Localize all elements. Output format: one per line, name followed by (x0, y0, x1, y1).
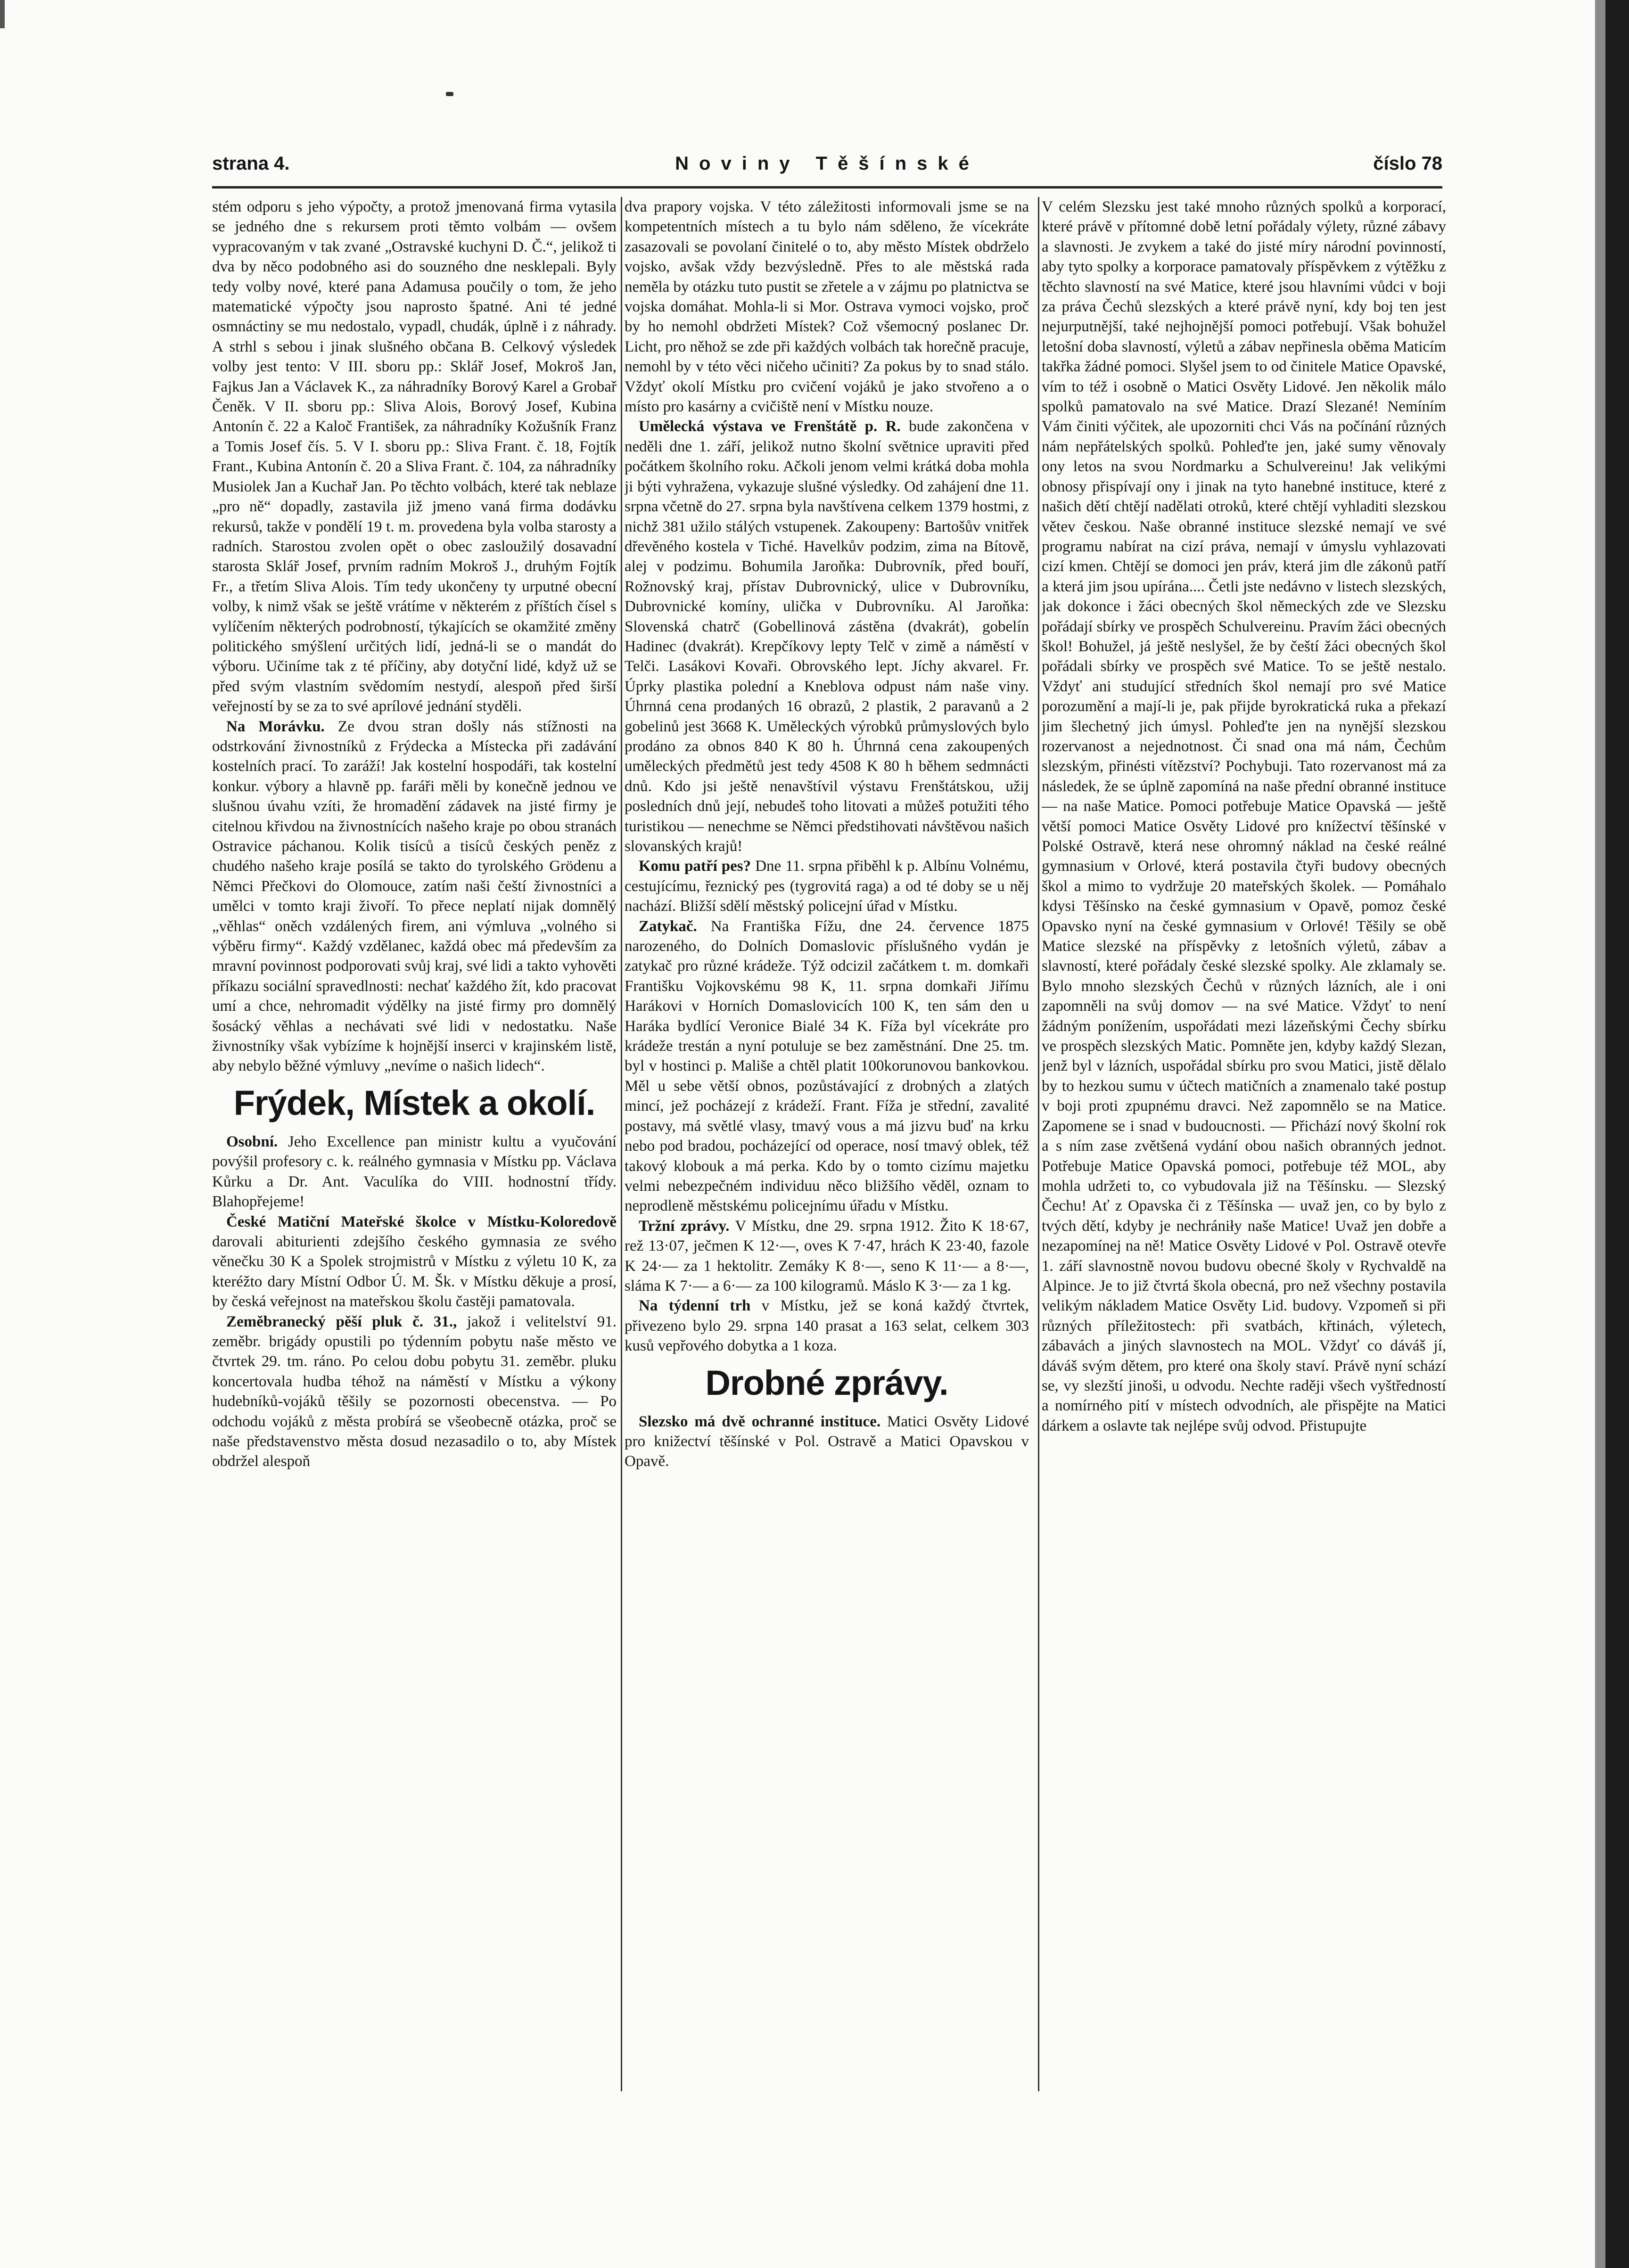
article-materska-skolka (212, 1212, 617, 1312)
scan-corner-mark (0, 0, 5, 28)
article-headline: Komu patří pes? (639, 858, 751, 875)
article-body: Ze dvou stran došly nás stížnosti na odstrkování živnostníků z Frýdecka a Místecka při zadávání kostelních prací. To zaráží! Jak kostelní hospodáři, tak kostelní konkur. výbory a hlavně pp. faráři měli by konečně jednou ve slušnou úvahu vzíti, že hromadění zádavek na jisté firmy je citelnou křivdou na živnostnících našeho kraje po obou stranách Ostravice páchanou. Kolik tisíců a tisíců českých peněz z chudého našeho kraje posílá se takto do tyrolského Grödenu a Němci Přečkovi do Olomouce, zatím naši čeští živnostníci a umělci v tomto kraji živoří. To přece neplatí nijak domnělý „věhlas“ oněch vzdálených firem, ani výmluva „volného si výběru firmy“. Každý vzdělanec, každá obec má především za mravní povinnost podporovati svůj kraj, své lidi a takto vyhověti příkazu sociální spravedlnosti: nechať každého žít, kdo pracovat umí a chce, nehromadit výdělky na jisté firmy pro domnělý šosácký věhlas a nechávati své lidi v nedostatku. Naše živnostníky však vybízíme k hojnější inserci v krajinském listě, aby nebylo běžné výmluvy „nevíme o našich lidech“. (212, 718, 617, 1075)
article-komu-patri-pes (625, 856, 1029, 916)
article-continuation: dva prapory vojska. V této záležitosti informovali jsme se na kompetentních místech a tu bylo nám sděleno, že vícekráte zasazovali se povolaní činitelé o to, aby město Místek obdrželo vojsko, avšak vždy bezvýsledně. Přes to ale městská rada neměla by otázku tuto pustit se zřetele a v zájmu po platnictva se vojska domáhat. Mohla-li si Mor. Ostrava vymoci vojsko, proč by ho nemohl obdržeti Místek? Což všemocný poslanec Dr. Licht, pro něhož se zde při každých volbách tak horečně pracuje, nemohl by v této věci ničeho učiniti? Za pokus by to snad stálo. Vždyť okolí Místku pro cvičení vojáků je jako stvořeno a o místo pro kasárny a cvičiště není v Místku nouze. (625, 198, 1029, 416)
article-headline: České Matiční Mateřské školce v Místku-Koloredově (226, 1213, 617, 1230)
scan-border-shadow (1595, 0, 1605, 2268)
article-body: V Místku, dne 29. srpna 1912. Žito K 18·67, rež 13·07, ječmen K 12·—, oves K 7·47, hrách K 23·40, fazole K 24·— za 1 hektolitr. Zemáky K 8·—, seno K 11·— a 8·—, sláma K 7·— a 6·— za 100 kilogramů. Máslo K 3·— za 1 kg. (625, 1217, 1029, 1294)
issue-number: číslo 78 (1373, 153, 1442, 174)
column-1 (212, 197, 617, 2096)
article-headline: Umělecká výstava ve Frenštátě p. R. (639, 418, 901, 435)
column-2 (625, 197, 1029, 2096)
article-body: Dne 11. srpna přiběhl k p. Albínu Volnému, cestujícímu, řeznický pes (tygrovitá raga) a od té doby se u něj nachází. Bližší sdělí městský policejní úřad v Místku. (625, 858, 1029, 915)
section-title-frydek-mistek: Frýdek, Místek a okolí. (233, 1083, 595, 1122)
article-slezsko-instituce (625, 1412, 1029, 1472)
column-divider (621, 197, 622, 2091)
article-zemebranecky-pluk (212, 1312, 617, 1472)
page-number: strana 4. (212, 153, 290, 174)
article-headline: Tržní zprávy. (639, 1217, 730, 1235)
article-trzni-zpravy (625, 1216, 1029, 1296)
article-headline: Na týdenní trh (639, 1297, 751, 1315)
article-osobni (212, 1132, 617, 1212)
article-na-moravku (212, 717, 617, 1076)
article-tydenni-trh (625, 1296, 1029, 1356)
article-headline: Slezsko má dvě ochranné instituce. (639, 1413, 881, 1430)
article-continuation: stém odporu s jeho výpočty, a protož jmenovaná firma vytasila se jedného dne s rekursem proti těmto volbám — ovšem vypracovaným v tak zvané „Ostravské kuchyni D. Č.“, jelikož ti dva by něco podobného asi do souzného dne nesklepali. Byly tedy volby nové, které pana Adamusa poučily o tom, že jeho matematické výpočty jsou naprosto špatné. Ani té jedné osmnáctiny se mu nedostalo, vypadl, chudák, úplně i z náhrady. A strhl s sebou i jinak slušného občana B. Celkový výsledek volby jest tento: V III. sboru pp.: Sklář Josef, Mokroš Jan, Fajkus Jan a Václavek K., za náhradníky Borový Karel a Grobař Čeněk. V II. sboru pp.: Sliva Alois, Borový Josef, Kubina Antonín č. 22 a Kaloč František, za náhradníky Kožušník Franz a Tomis Josef čís. 5. V I. sboru pp.: Sliva Frant. č. 18, Fojtík Frant., Kubina Antonín č. 20 a Sliva Frant. č. 104, za náhradníky Musiolek Jan a Kuchař Jan. Po těchto volbách, které tak neblaze „pro ně“ dopadly, zastavila již jmeno vaná firma dodávku rekursů, takže v pondělí 19 t. m. provedena byla volba starosty a radních. Starostou zvolen opět o obec zasloužilý dosavadní starosta Sklář Josef, prvním radním Mokroš J., druhým Fojtík Fr., a třetím Sliva Alois. Tím tedy ukončeny ty urputné obecní volby, k nimž však se ještě vrátíme v některém z příštích čísel s vylíčením některých podrobností, týkajících se okamžité změny politického smýšlení určitých lidí, jedná-li se o mandát do výboru. Učiníme tak z té příčiny, aby dotyční lidé, když už se před svým vlastním svědomím nestydí, alespoň před širší veřejností by se za to své aprílové jednání styděli. (212, 198, 617, 715)
article-body: jakož i velitelství 91. zeměbr. brigády opustili po týdenním pobytu naše město ve čtvrtek 29. tm. ráno. Po celou dobu pobytu 31. zeměbr. pluku koncertovala hudba téhož na náměstí v Místku a výkony hudebníků-vojáků těšily se pozornosti obecenstva. — Po odchodu vojáků z města probírá se všeobecně otázka, proč se naše představenstvo města dosud nezasadilo o to, aby Místek obdržel alespoň (212, 1313, 617, 1470)
article-body: Matici Osvěty Lidové pro knižectví těšínské v Pol. Ostravě a Matici Opavskou v Opavě. (625, 1413, 1029, 1470)
article-umelecka-vystava (625, 417, 1029, 856)
article-headline: Na Morávku. (226, 718, 325, 735)
page-header (212, 153, 1442, 181)
article-body: v Místku, jež se koná každý čtvrtek, přivezeno bylo 29. srpna 140 prasat a 163 selat, celkem 303 kusů vepřového dobytka a 1 koza. (625, 1297, 1029, 1355)
column-3 (1042, 197, 1446, 2096)
article-body: Jeho Excellence pan ministr kultu a vyučování povýšil profesory c. k. reálného gymnasia v Místku pp. Václava Kůrku a Dr. Ant. Vaculíka do VIII. hodnostní třídy. Blahopřejeme! (212, 1133, 617, 1211)
scan-speck (446, 92, 453, 96)
section-title-drobne-zpravy: Drobné zprávy. (705, 1363, 948, 1402)
article-headline: Zatykač. (639, 917, 697, 935)
article-body: darovali abiturienti zdejšího českého gymnasia ze svého věnečku 30 K a Spolek strojmistrů v Místku z výletu 10 K, za kteréžto dary Místní Odbor Ú. M. Šk. v Místku děkuje a prosí, by česká veřejnost na mateřskou školu častěji pamatovala. (212, 1233, 617, 1310)
article-matice-appeal: V celém Slezsku jest také mnoho různých spolků a korporací, které právě v přítomné době letní pořádaly výlety, různé zábavy a slavnosti. Je zvykem a také do jisté míry národní povinností, aby tyto spolky a korporace pamatovaly příspěvkem z výtěžku z těchto slavností na své Matice, které jsou hlavními vůdci v boji za práva Čechů slezských a které právě nyní, kdy boj ten jest nejurputnější, také nejhojnější pomoci potřebují. Však bohužel letošní doba slavností, výletů a zábav nepřinesla oběma Maticím takřka žádné pomoci. Slyšel jsem to od činitele Matice Opavské, vím to též i osobně o Matici Osvěty Lidové. Jen několik málo spolků pamatovalo na své Matice. Drazí Slezané! Nemíním Vám činiti výčitek, ale upozorniti chci Vás na počínání různých nám nepřátelských spolků. Pohleďte jen, jaké sumy věnovaly ony letos na svou Nordmarku a Schulvereinu! Jak velikými obnosy přispívají ony i jinak na tyto hanebné instituce, které z našich dětí chtějí nadělati otroků, které chtějí vyhladiti slezskou větev českou. Naše obranné instituce slezské nemají ve své programu nabírat na cizí práva, nemají v úmyslu vyhlazovati cizí kmen. Chtějí se domoci jen práv, která jim dle zákonů patří a která jim jsou upírána.... Četli jste nedávno v listech slezských, jak dokonce i žáci obecných škol německých zde ve Slezsku pořádají sbírky ve prospěch Schulvereinu. Pravím žáci obecných škol! Bohužel, já ještě neslyšel, že by čeští žáci obecných škol pořádali sbírky ve prospěch své Matice. To se ještě nestalo. Vždyť ani studující středních škol nemají pro své Matice porozumění a mají-li je, pak přijde byrokratická ruka a překazí jim šlechetný jich úmysl. Pohleďte jen na nynější slezskou rozervanost a nejednotnost. Či snad ona má nám, Čechům slezským, přinésti vítězství? Pochybuji. Tato rozervanost má za následek, že se úplně zapomíná na naše přední obranné instituce — na naše Matice. Pomoci potřebuje Matice Opavská — ještě větší pomoci Matice Osvěty Lidové pro knížectví těšínské v Polské Ostravě, která nese ohromný náklad na české reálné gymnasium v Orlové, která postavila čtyři budovy obecných škol a mimo to vydržuje 20 mateřských školek. — Pomáhalo kdysi Těšínsko na české gymnasium v Opavě, pomoz české Opavsko nyní na české gymnasium v Orlové! Těšily se obě Matice slezské na příspěvky z letošních výletů, zábav a slavností, které pořádaly české slezské spolky. Ale zklamaly se. Bylo mnoho slezských Čechů v různých lázních, ale i oni zapomněli na svůj domov — na své Matice. Vždyť to není žádným ponížením, uspořádati mezi lázeňskými Čechy sbírku ve prospěch slezských Matic. Pomněte jen, kdyby každý Slezan, jenž byl v lázních, uspořádal sbírku pro svou Matici, jistě dělalo by to hezkou sumu v účtech matičních a znamenalo také postup v boji proti zpupnému dravci. Než zapomnělo se na Matice. Zapomene se i snad v budoucnosti. — Přichází nový školní rok a s ním zase zvětšená vydání obou našich obranných jednot. Potřebuje Matice Opavská pomoci, potřebuje též MOL, aby mohla udržeti to, co vybudovala již na Těšínsku. — Slezský Čechu! Ať z Opavska či z Těšínska — uvaž jen, co by bylo z tvých dětí, kdyby je nechrániły naše Matice! Uvaž jen dobře a nezapomínej na ně! Matice Osvěty Lidové v Pol. Ostravě otevře 1. září slavnostně novou budovu obecné školy v Rychvaldě na Alpince. Je to již čtvrtá škola obecná, pro než všechny postavila velikým nákladem Matice Osvěty Lid. budovy. Vzpomeň si při různých příležitostech: při svatbách, křtinách, výletech, zábavách a jiných slavnostech na MOL. Vždyť co dáváš jí, dáváš svým dětem, pro které ona školy staví. Právě nyní schází se, vy slezští jinoši, u odvodu. Nechte raději všech vyštředností a nomírného pití v místech odvodních, ale přispějte na Matici dárkem a oslavte tak nejlépe svůj odvod. Přistupujte (1042, 198, 1446, 1434)
header-rule (212, 186, 1442, 188)
article-headline: Zeměbranecký pěší pluk č. 31., (226, 1313, 457, 1330)
article-body: bude zakončena v neděli dne 1. září, jelikož nutno školní světnice upraviti před počátkem školního roku. Ačkoli jenom velmi krátká doba mohla ji býti vyhražena, vykazuje slušné výsledky. Od zahájení dne 11. srpna včetně do 27. srpna byla navštívena celkem 1379 hostmi, z nichž 381 užilo stálých vstupenek. Zakoupeny: Bartošův vnitřek dřevěného kostela v Tiché. Havelkův podzim, zima na Bítově, alej v podzimu. Bohumila Jaroňka: Dubrovník, před bouří, Rožnovský kraj, přístav Dubrovnický, ulice v Dubrovníku, Dubrovnické komíny, ulička v Dubrovníku. Al Jaroňka: Slovenská chatrč (Gobellinová zástěna (dvakrát), gobelín Hadinec (dvakrát). Krepčíkovy lepty Telč v zimě a náměstí v Telči. Lasákovi Kovaři. Obrovského lept. Jíchy akvarel. Fr. Úprky plastika polední a Kneblova odpust nám naše viny. Úhrnná cena prodaných 16 obrazů, 2 plastik, 2 paravanů a 2 gobelinů jest 3668 K. Uměleckých výrobků průmyslových bylo prodáno za obnos 840 K 80 h. Úhrnná cena zakoupených uměleckých předmětů jest tedy 4508 K 80 h během sedmnácti dnů. Kdo jsi ještě nenavštívil výstavu Frenštátskou, užij posledních dnů její, nebudeš toho litovati a můžeš potužiti tého turistikou — nenechme se Němci předstihovati návštěvou našich slovanských krajů! (625, 418, 1029, 855)
newspaper-title: Noviny Těšínské (675, 153, 979, 174)
column-divider (1038, 197, 1039, 2091)
article-body: Na Františka Fížu, dne 24. července 1875 narozeného, do Dolních Domaslovic příslušného vydán je zatykač pro různé krádeže. Týž odcizil začátkem t. m. domkaři Františku Vojkovskému 98 K, 11. srpna domkaři Jiřímu Harákovi v Horních Domaslovicích 100 K, ten sám den u Haráka bydlící Veronice Bialé 34 K. Fíža byl vícekráte pro krádeže trestán a nyní potuluje se bez zaměstnání. Dne 25. tm. byl v hostinci p. Mališe a chtěl platit 100korunovou bankovkou. Měl u sebe větší obnos, pozůstávající z drobných a zlatých mincí, jež pocházejí z krádeží. Frant. Fíža je střední, zavalité postavy, má světlé vlasy, tmavý vous a má jizvu buď na krku nebo pod bradou, pocházející od operace, nosí tmavý oblek, též takový klobouk a má perka. Kdo by o tomto cizímu majetku velmi nebezpečném individuu něco bližšího věděl, oznam to neprodleně městskému policejnímu úřadu v Místku. (625, 917, 1029, 1215)
article-zatykac (625, 917, 1029, 1216)
article-headline: Osobní. (226, 1133, 278, 1150)
